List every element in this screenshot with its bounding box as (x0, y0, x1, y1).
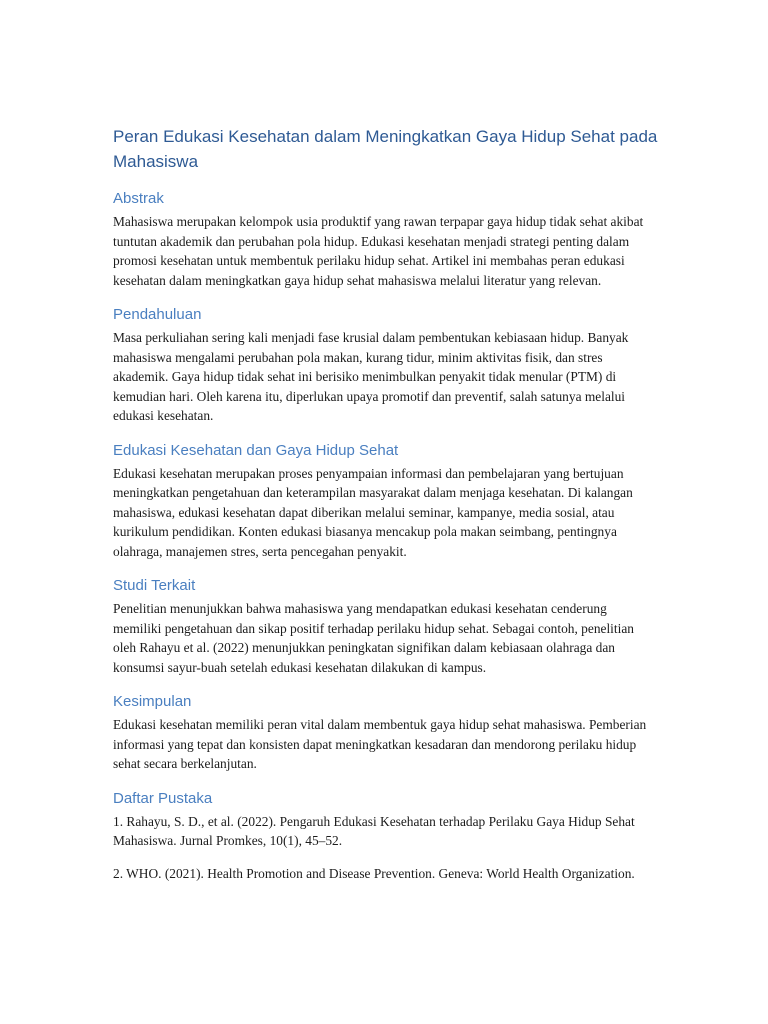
section-health-education (113, 441, 658, 562)
section-body: Edukasi kesehatan memiliki peran vital dalam membentuk gaya hidup sehat mahasiswa. Pemberian informasi yang tepat dan konsisten dapat meningkatkan kesadaran dan mendorong perilaku hidup sehat secara berkelanjutan. (113, 717, 647, 771)
reference-item: 1. Rahayu, S. D., et al. (2022). Pengaruh Edukasi Kesehatan terhadap Perilaku Gaya Hidup Sehat Mahasiswa. Jurnal Promkes, 10(1), 45–52. (113, 813, 635, 848)
section-body: Masa perkuliahan sering kali menjadi fase krusial dalam pembentukan kebiasaan hidup. Banyak mahasiswa mengalami perubahan pola makan, kurang tidur, minim aktivitas fisik, dan stres akademik. Gaya hidup tidak sehat ini berisiko menimbulkan penyakit tidak menular (PTM) di kemudian hari. Oleh karena itu, diperlukan upaya promotif dan preventif, salah satunya melalui edukasi kesehatan. (113, 330, 629, 423)
section-heading: Edukasi Kesehatan dan Gaya Hidup Sehat (113, 441, 399, 459)
section-heading: Pendahuluan (113, 306, 202, 323)
page-title: Peran Edukasi Kesehatan dalam Meningkatkan Gaya Hidup Sehat pada Mahasiswa (113, 127, 658, 171)
section-heading: Kesimpulan (113, 693, 192, 710)
section-body: Penelitian menunjukkan bahwa mahasiswa yang mendapatkan edukasi kesehatan cenderung memiliki pengetahuan dan sikap positif terhadap perilaku hidup sehat. Sebagai contoh, penelitian oleh Rahayu et al. (2022) menunjukkan peningkatan signifikan dalam kebiasaan olahraga dan konsumsi sayur-buah setelah edukasi kesehatan dilakukan di kampus. (113, 601, 634, 675)
section-heading: Abstrak (113, 190, 164, 207)
section-introduction (113, 305, 658, 426)
section-abstract (113, 189, 658, 290)
reference-item: 2. WHO. (2021). Health Promotion and Disease Prevention. Geneva: World Health Organization. (113, 865, 635, 881)
section-conclusion (113, 692, 658, 774)
section-body: Mahasiswa merupakan kelompok usia produktif yang rawan terpapar gaya hidup tidak sehat akibat tuntutan akademik dan perubahan pola hidup. Edukasi kesehatan menjadi strategi penting dalam promosi kesehatan untuk membentuk perilaku hidup sehat. Artikel ini membahas peran edukasi kesehatan dalam meningkatkan gaya hidup sehat mahasiswa melalui literatur yang relevan. (113, 214, 644, 288)
section-body: Edukasi kesehatan merupakan proses penyampaian informasi dan pembelajaran yang bertujuan meningkatkan pengetahuan dan keterampilan masyarakat dalam menjaga kesehatan. Di kalangan mahasiswa, edukasi kesehatan dapat diberikan melalui seminar, kampanye, media sosial, atau kurikulum pendidikan. Konten edukasi biasanya mencakup pola makan seimbang, pentingnya olahraga, manajemen stres, serta pencegahan penyakit. (113, 465, 633, 559)
references-heading: Daftar Pustaka (113, 789, 213, 807)
document-page (113, 124, 658, 896)
section-related-studies (113, 576, 658, 677)
section-heading: Studi Terkait (113, 577, 196, 594)
section-references (113, 789, 658, 884)
